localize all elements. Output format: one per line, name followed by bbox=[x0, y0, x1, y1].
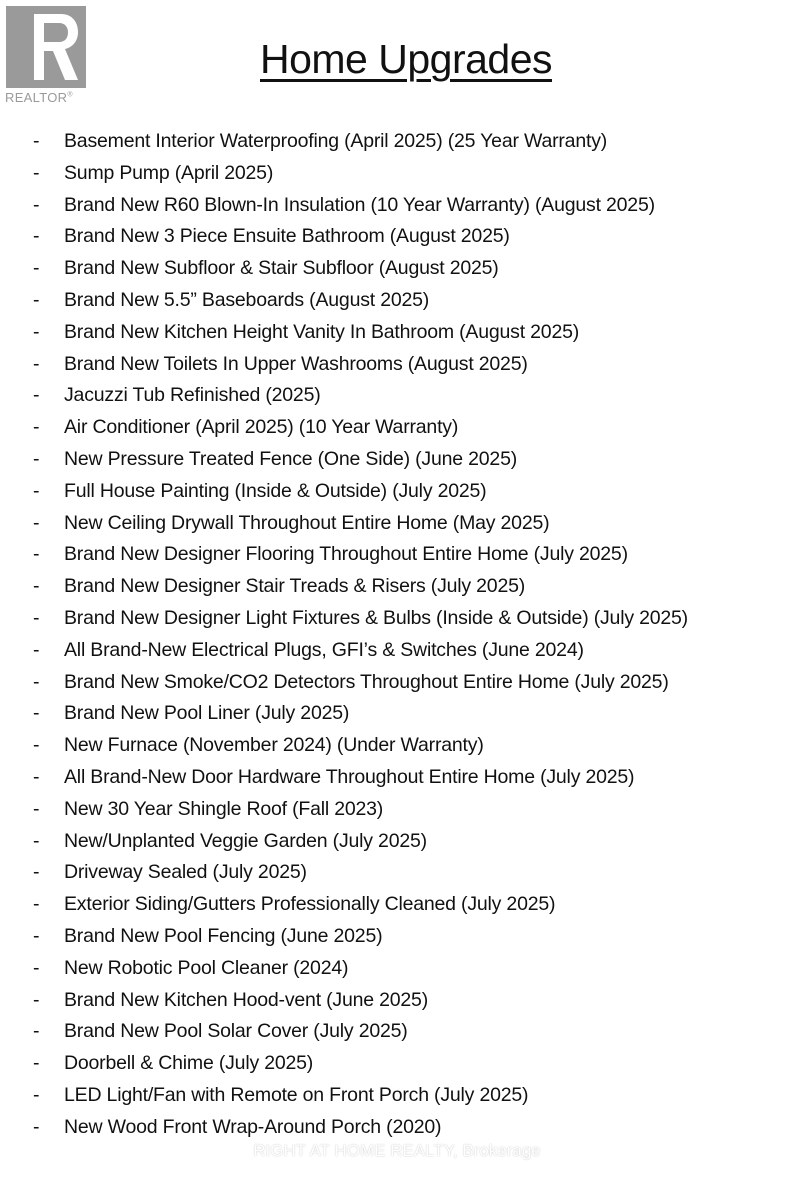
list-item bbox=[0, 476, 794, 508]
list-item bbox=[0, 253, 794, 285]
list-item-text: LED Light/Fan with Remote on Front Porch (July 2025) bbox=[64, 1083, 529, 1106]
list-item-text: All Brand-New Door Hardware Throughout Entire Home (July 2025) bbox=[64, 765, 635, 788]
list-item bbox=[0, 985, 794, 1017]
list-item bbox=[0, 1016, 794, 1048]
bullet-dash: - bbox=[33, 1052, 40, 1075]
list-item-text: Driveway Sealed (July 2025) bbox=[64, 861, 307, 884]
list-item-text: Brand New Pool Liner (July 2025) bbox=[64, 702, 350, 725]
bullet-dash: - bbox=[33, 797, 40, 820]
list-item-text: Exterior Siding/Gutters Professionally Cleaned (July 2025) bbox=[64, 893, 556, 916]
bullet-dash: - bbox=[33, 1115, 40, 1138]
list-item bbox=[0, 412, 794, 444]
bullet-dash: - bbox=[33, 384, 40, 407]
list-item bbox=[0, 1112, 794, 1144]
list-item-text: Jacuzzi Tub Refinished (2025) bbox=[64, 384, 321, 407]
list-item-text: Brand New Toilets In Upper Washrooms (August 2025) bbox=[64, 352, 528, 375]
list-item bbox=[0, 380, 794, 412]
list-item bbox=[0, 953, 794, 985]
list-item bbox=[0, 221, 794, 253]
list-item bbox=[0, 158, 794, 190]
list-item-text: New Robotic Pool Cleaner (2024) bbox=[64, 956, 349, 979]
bullet-dash: - bbox=[33, 511, 40, 534]
list-item-text: Basement Interior Waterproofing (April 2025) (25 Year Warranty) bbox=[64, 130, 608, 152]
list-item bbox=[0, 603, 794, 635]
bullet-dash: - bbox=[33, 161, 40, 184]
bullet-dash: - bbox=[33, 988, 40, 1011]
list-item bbox=[0, 1080, 794, 1112]
list-item-text: Brand New Kitchen Hood-vent (June 2025) bbox=[64, 988, 428, 1011]
list-item bbox=[0, 857, 794, 889]
list-item bbox=[0, 635, 794, 667]
list-item-text: Brand New 5.5” Baseboards (August 2025) bbox=[64, 288, 430, 311]
bullet-dash: - bbox=[33, 479, 40, 502]
list-item-text: Brand New Designer Flooring Throughout Entire Home (July 2025) bbox=[64, 543, 628, 566]
bullet-dash: - bbox=[33, 829, 40, 852]
bullet-dash: - bbox=[33, 543, 40, 566]
realtor-wordmark: REALTOR® bbox=[5, 90, 73, 105]
bullet-dash: - bbox=[33, 638, 40, 661]
list-item-text: Brand New Pool Fencing (June 2025) bbox=[64, 924, 383, 947]
bullet-dash: - bbox=[33, 447, 40, 470]
bullet-dash: - bbox=[33, 893, 40, 916]
list-item bbox=[0, 921, 794, 953]
list-item bbox=[0, 762, 794, 794]
list-item-text: Brand New Subfloor & Stair Subfloor (August 2025) bbox=[64, 257, 499, 280]
bullet-dash: - bbox=[33, 670, 40, 693]
bullet-dash: - bbox=[33, 130, 40, 152]
bullet-dash: - bbox=[33, 861, 40, 884]
bullet-dash: - bbox=[33, 734, 40, 757]
bullet-dash: - bbox=[33, 1020, 40, 1043]
list-item-text: New/Unplanted Veggie Garden (July 2025) bbox=[64, 829, 427, 852]
bullet-dash: - bbox=[33, 924, 40, 947]
bullet-dash: - bbox=[33, 765, 40, 788]
list-item bbox=[0, 730, 794, 762]
list-item-text: New Pressure Treated Fence (One Side) (June 2025) bbox=[64, 447, 518, 470]
list-item bbox=[0, 539, 794, 571]
list-item bbox=[0, 126, 794, 158]
bullet-dash: - bbox=[33, 1083, 40, 1106]
list-item-text: New 30 Year Shingle Roof (Fall 2023) bbox=[64, 797, 384, 820]
list-item bbox=[0, 826, 794, 858]
list-item-text: Brand New Designer Stair Treads & Risers (July 2025) bbox=[64, 575, 526, 598]
list-item bbox=[0, 285, 794, 317]
list-item-text: Brand New Smoke/CO2 Detectors Throughout Entire Home (July 2025) bbox=[64, 670, 669, 693]
list-item-text: All Brand-New Electrical Plugs, GFI’s & Switches (June 2024) bbox=[64, 638, 584, 661]
list-item bbox=[0, 667, 794, 699]
list-item bbox=[0, 1048, 794, 1080]
bullet-dash: - bbox=[33, 288, 40, 311]
bullet-dash: - bbox=[33, 702, 40, 725]
upgrades-list bbox=[0, 126, 794, 1144]
list-item bbox=[0, 444, 794, 476]
bullet-dash: - bbox=[33, 352, 40, 375]
list-item-text: Sump Pump (April 2025) bbox=[64, 161, 274, 184]
list-item-text: New Wood Front Wrap-Around Porch (2020) bbox=[64, 1115, 442, 1138]
bullet-dash: - bbox=[33, 193, 40, 216]
bullet-dash: - bbox=[33, 956, 40, 979]
page-title: Home Upgrades bbox=[259, 36, 553, 82]
list-item bbox=[0, 190, 794, 222]
list-item bbox=[0, 794, 794, 826]
list-item bbox=[0, 698, 794, 730]
bullet-dash: - bbox=[33, 606, 40, 629]
bullet-dash: - bbox=[33, 575, 40, 598]
list-item-text: Brand New Pool Solar Cover (July 2025) bbox=[64, 1020, 408, 1043]
list-item bbox=[0, 571, 794, 603]
list-item-text: New Ceiling Drywall Throughout Entire Home (May 2025) bbox=[64, 511, 550, 534]
list-item bbox=[0, 889, 794, 921]
list-item-text: Air Conditioner (April 2025) (10 Year Warranty) bbox=[64, 416, 459, 439]
list-item bbox=[0, 508, 794, 540]
list-item-text: Full House Painting (Inside & Outside) (July 2025) bbox=[64, 479, 487, 502]
list-item bbox=[0, 349, 794, 381]
list-item-text: Doorbell & Chime (July 2025) bbox=[64, 1052, 314, 1075]
brokerage-watermark: RIGHT AT HOME REALTY, Brokerage bbox=[253, 1141, 541, 1160]
bullet-dash: - bbox=[33, 416, 40, 439]
list-item-text: Brand New Kitchen Height Vanity In Bathroom (August 2025) bbox=[64, 320, 580, 343]
list-item-text: Brand New Designer Light Fixtures & Bulbs (Inside & Outside) (July 2025) bbox=[64, 606, 688, 629]
bullet-dash: - bbox=[33, 257, 40, 280]
bullet-dash: - bbox=[33, 225, 40, 248]
list-item-text: Brand New R60 Blown-In Insulation (10 Year Warranty) (August 2025) bbox=[64, 193, 655, 216]
list-item bbox=[0, 317, 794, 349]
list-item-text: Brand New 3 Piece Ensuite Bathroom (August 2025) bbox=[64, 225, 510, 248]
bullet-dash: - bbox=[33, 320, 40, 343]
list-item-text: New Furnace (November 2024) (Under Warranty) bbox=[64, 734, 484, 757]
